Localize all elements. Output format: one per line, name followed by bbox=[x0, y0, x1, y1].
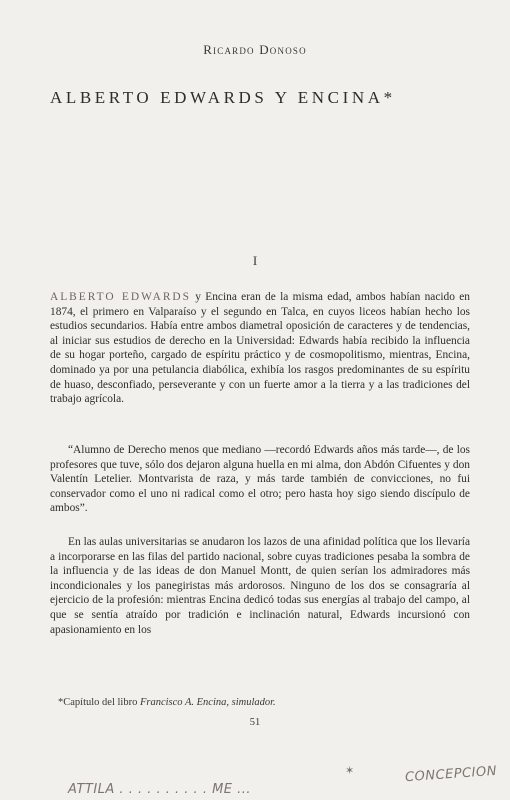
page-number: 51 bbox=[249, 717, 261, 728]
footnote bbox=[58, 697, 458, 708]
author-name: Ricardo Donoso bbox=[203, 42, 307, 57]
paragraph-1-lead: ALBERTO EDWARDS bbox=[50, 291, 191, 303]
section-number: I bbox=[252, 253, 258, 268]
paragraph-3: En las aulas universitarias se anudaron los lazos de una afinidad política que los llevaría a incorporarse en las filas del partido nacional, sobre cuyas tradiciones pesaba la sombra de la influencia y de las ideas de don Manuel Montt, de quien serían los admiradores más incondicionales y los panegiristas más ardorosos. Ninguno de los dos se consagraría al ejercicio de la profesión: mientras Encina dedicó todas sus energías al trabajo del campo, al que se sentía atraído por tradición e inclinación natural, Edwards incursionó con apasionamiento en los bbox=[50, 536, 470, 636]
handwritten-mark: ✶ bbox=[345, 764, 355, 777]
paragraph-1 bbox=[50, 290, 470, 407]
footnote-prefix: *Capítulo del libro bbox=[58, 697, 140, 708]
footnote-book-title: Francisco A. Encina, simulador. bbox=[139, 697, 276, 708]
paragraph-2: “Alumno de Derecho menos que mediano —recordó Edwards años más tarde—, de los profesores que tuve, sólo dos dejaron alguna huella en mi alma, don Abdón Cifuentes y don Valentín Letelier. Montvarista de raza, y más tarde también de convicciones, no fui conservador como el uno ni radical como el otro; pero hasta hoy sigo siendo discípulo de ambos”. bbox=[50, 444, 470, 515]
handwritten-note-left: ATTILA . . . . . . . . . . ME ... bbox=[68, 782, 252, 797]
article-title: ALBERTO EDWARDS Y ENCINA* bbox=[50, 88, 396, 107]
handwritten-note-right: CONCEPCION bbox=[404, 763, 498, 786]
paragraph-1-text: y Encina eran de la misma edad, ambos habían nacido en 1874, el primero en Valparaíso y el segundo en Talca, en cuyos liceos habían hecho los estudios secundarios. Había entre ambos diametral oposición de caracteres y de tendencias, al iniciar sus estudios de derecho en la Universidad: Edwards había recibido la influencia de su hogar porteño, cargado de espíritu práctico y de cosmopolitismo, mientras, Encina, dominado ya por una petulancia diabólica, exhibía los rasgos predominantes de su espíritu de huaso, desconfiado, perseverante y con un fuerte amor a la tierra y a las tradiciones del trabajo agrícola. bbox=[50, 291, 470, 406]
